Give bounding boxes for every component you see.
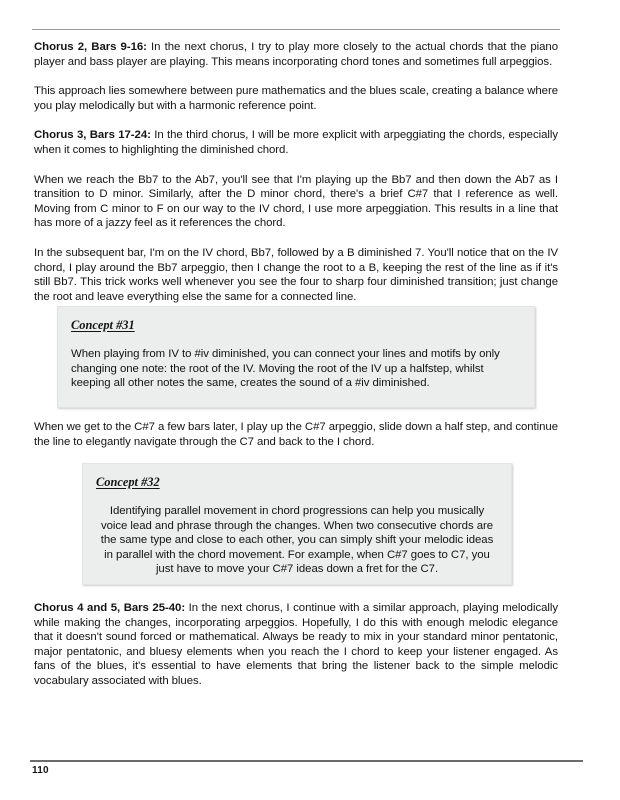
paragraph-csharp7 <box>34 420 558 449</box>
paragraph-subsequent-bar <box>34 246 558 304</box>
paragraph-text: When we get to the C#7 a few bars later, I play up the C#7 arpeggio, slide down a half step, and continue the line to elegantly navigate through the C7 and back to the I chord. <box>34 421 558 448</box>
paragraph-lead-label: Chorus 4 and 5, Bars 25-40: <box>34 602 186 614</box>
paragraph-text: In the third chorus, I will be more explicit with arpeggiating the chords, especially when it comes to highlighting the diminished chord. <box>34 129 558 156</box>
paragraph-text: This approach lies somewhere between pure mathematics and the blues scale, creating a balance where you play melodically but with a harmonic reference point. <box>34 85 558 112</box>
paragraph-chorus-3 <box>34 128 558 157</box>
document-body-bottom <box>34 601 558 689</box>
concept-title-row <box>96 473 498 504</box>
paragraph-lead-label: Chorus 3, Bars 17-24: <box>34 129 151 142</box>
concept-title: Concept #31 <box>71 318 135 332</box>
header-divider <box>32 29 560 30</box>
concept-callout-32 <box>82 463 512 585</box>
paragraph-approach <box>34 84 558 113</box>
paragraph-chorus-2 <box>34 40 558 69</box>
document-body-middle <box>34 420 558 449</box>
concept-title: Concept #32 <box>96 475 160 489</box>
page-number: 110 <box>32 765 49 776</box>
paragraph-text: In the next chorus, I continue with a similar approach, playing melodically while making the changes, incorporating arpeggios. Hopefully, I do this with enough melodic elegance that it doesn't sound forced or mathematical. Always be ready to mix in your standard minor pentatonic, major pentatonic, and bluesy elements when you reach the I chord to keep your listener engaged. As fans of the blues, it's essential to have elements that bring the listener back to the simple melodic vocabulary associated with blues. <box>34 602 558 687</box>
paragraph-text: In the next chorus, I try to play more closely to the actual chords that the piano player and bass player are playing. This means incorporating chord tones and sometimes full arpeggios. <box>34 41 559 68</box>
concept-title-row <box>71 316 521 347</box>
paragraph-text: When we reach the Bb7 to the Ab7, you'll see that I'm playing up the Bb7 and then down the Ab7 as I transition to D minor. Similarly, after the D minor chord, there's a brief C#7 that I reference as well. Moving from C minor to F on our way to the IV chord, I use more arpeggiation. This results in a line that has more of a jazzy feel as it references the chord. <box>34 173 558 230</box>
document-body <box>34 40 558 304</box>
concept-callout-31 <box>57 306 535 408</box>
paragraph-lead-label: Chorus 2, Bars 9-16: <box>34 41 147 53</box>
paragraph-bb7-ab7 <box>34 173 558 231</box>
concept-body: When playing from IV to #iv diminished, you can connect your lines and motifs by only changing one note: the root of the IV. Moving the root of the IV up a halfstep, whilst keeping all other notes the same, creates the sound of a #iv diminished. <box>71 348 500 390</box>
concept-body: Identifying parallel movement in chord progressions can help you musically voice lead and phrase through the changes. When two consecutive chords are the same type and close to each other, you can simply shift your melodic ideas in parallel with the chord movement. For example, when C#7 goes to C7, you just have to move your C#7 ideas down a fret for the C7. <box>100 505 494 576</box>
paragraph-text: In the subsequent bar, I'm on the IV chord, Bb7, followed by a B diminished 7. You'll notice that on the IV chord, I play around the Bb7 arpeggio, then I change the root to a B, keeping the rest of the line as if it's still Bb7. This trick works well whenever you see the four to sharp four diminished transition; just change the root and leave everything else the same for a connected line. <box>34 246 558 303</box>
footer-divider <box>30 760 583 762</box>
paragraph-chorus-4-5 <box>34 601 558 689</box>
